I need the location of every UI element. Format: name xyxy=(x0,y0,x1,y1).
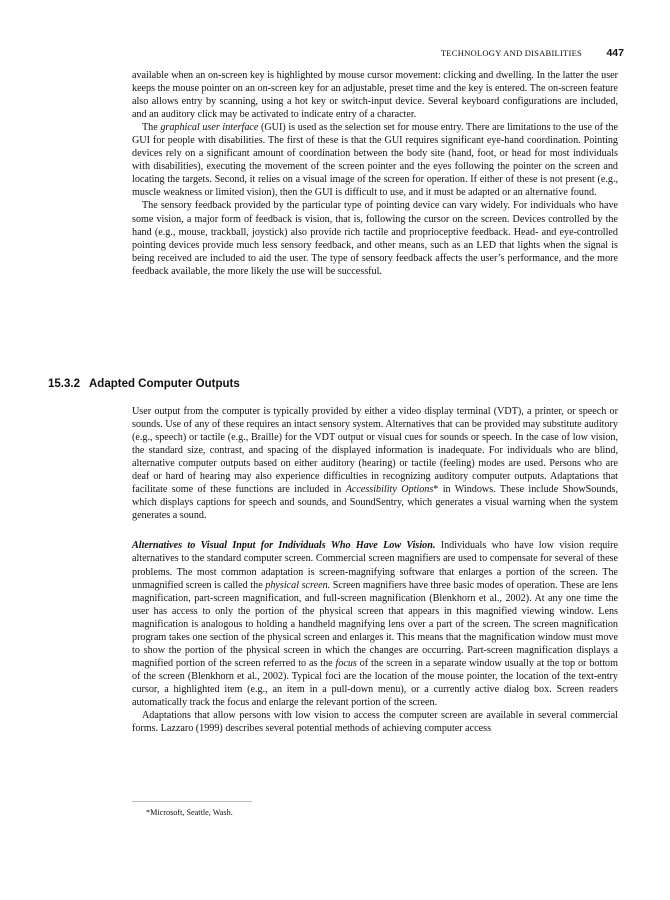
footnote-divider xyxy=(132,801,252,802)
body-text-top xyxy=(132,69,618,278)
section-heading xyxy=(48,378,240,390)
section-title: Adapted Computer Outputs xyxy=(88,378,240,390)
page-number: 447 xyxy=(606,47,624,59)
section-number: 15.3.2 xyxy=(48,378,80,390)
running-title: TECHNOLOGY AND DISABILITIES xyxy=(440,48,582,58)
footnote: *Microsoft, Seattle, Wash. xyxy=(146,808,233,817)
paragraph-sensory-feedback: The sensory feedback provided by the particular type of pointing device can vary widely. For individuals who have some vision, a major form of feedback is vision, that is, following the cursor on the screen. Devices controlled by the hand (e.g., mouse, trackball, joystick) also provide rich tactile and proprioceptive feedback. Head- and eye-controlled pointing devices provide much less sensory feedback, and other means, such as an LED that lights when the signal is being received are included to aid the user. The type of sensory feedback affects the user’s performance, and the more feedback available, the more likely the use will be successful. xyxy=(132,200,618,277)
term-accessibility-options: Accessibility Options xyxy=(345,484,434,496)
paragraph-adaptations: Adaptations that allow persons with low vision to access the computer screen are available in several commercial forms. Lazzaro (1999) describes several potential methods of achieving computer access xyxy=(132,710,618,735)
paragraph-low-vision: Alternatives to Visual Input for Individuals Who Have Low Vision. Individuals who have low vision require alternatives to the standard computer screen. Commercial screen magnifiers are used to compensate for several of these problems. The most common adaptation is screen-magnifying software that enlarges a portion of the screen. The unmagnified screen is called the physical screen. Screen magnifiers have three basic modes of operation. These are lens magnification, part-screen magnification, and full-screen magnification (Blenkhorn et al., 2002). At any one time the user has access to only the portion of the physical screen that appears in this magnified viewing window. Lens magnification is analogous to holding a handheld magnifying lens over a part of the screen. The screen magnification program takes one section of the physical screen and enlarges it. This means that the magnification window must move to show the portion of the physical screen in which the changes are occurring. Part-screen magnification displays a magnified portion of the screen referred to as the focus of the screen in a separate window usually at the top or bottom of the screen (Blenkhorn et al., 2002). Typical foci are the location of the mouse pointer, the location of the text-entry cursor, a highlighted item (e.g., an item in a pull-down menu), or a currently active dialog box. Screen readers automatically track the focus and enlarge the relevant portion of the screen. xyxy=(132,540,619,708)
paragraph-gui: The graphical user interface (GUI) is used as the selection set for mouse entry. There are limitations to the use of the GUI for people with disabilities. The first of these is that the GUI requires significant eye-hand coordination. Pointing devices rely on a significant amount of coordination between the body site (hand, foot, or head for most individuals with disabilities), executing the movement of the screen pointer and the eyes following the pointer on the screen and locating the targets. Second, it relies on a visual image of the screen for operation. If either of these is not present (e.g., muscle weakness or limited vision), then the GUI is difficult to use, and it must be adapted or an alternative found. xyxy=(132,122,618,199)
body-text-section xyxy=(132,405,618,735)
subsection-heading: Alternatives to Visual Input for Individuals Who Have Low Vision. xyxy=(132,540,436,552)
term-focus: focus xyxy=(335,657,357,669)
paragraph-outputs: User output from the computer is typically provided by either a video display terminal (VDT), a printer, or speech or sounds. Use of any of these requires an intact sensory system. Alternatives that can be provided may substitute auditory (e.g., speech) or tactile (e.g., Braille) for the VDT output or visual cues for sounds or speech. In the case of low vision, the standard size, contrast, and spacing of the displayed information is inadequate. For individuals who are blind, alternative computer outputs based on either auditory (hearing) or tactile (feeling) modes are used. Persons who are deaf or hard of hearing may also experience difficulties in recognizing auditory computer outputs. Adaptations that facilitate some of these functions are included in Accessibility Options* in Windows. These include ShowSounds, which displays captions for speech and sounds, and SoundSentry, which generates a visual warning when the system generates a sound. xyxy=(132,406,618,522)
term-gui: graphical user interface xyxy=(160,122,259,134)
term-physical-screen: physical screen. xyxy=(265,579,331,591)
running-header xyxy=(0,48,670,62)
paragraph-continued: available when an on-screen key is highlighted by mouse cursor movement: clicking and dwelling. In the latter the user keeps the mouse pointer on an on-screen key for an adjustable, preset time and the key is entered. The on-screen feature also allows entry by scanning, using a hot key or switch-input device. Several keyboard configurations are included, and an auditory click may be activated to indicate entry of a character. xyxy=(132,70,618,121)
